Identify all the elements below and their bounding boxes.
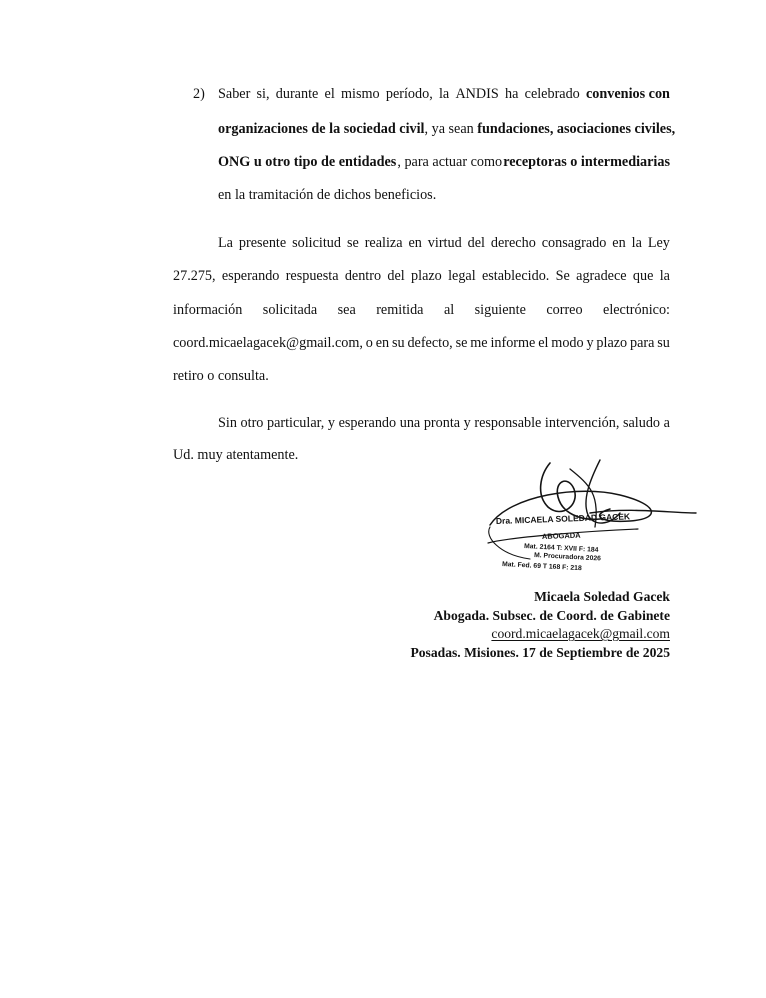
- word: establecido.: [481, 268, 550, 284]
- word: y: [463, 415, 471, 431]
- word: dentro: [344, 268, 382, 284]
- word: sea: [337, 302, 356, 318]
- word: modo: [551, 335, 584, 351]
- word: plazo: [596, 335, 628, 351]
- paragraph2-line2: [173, 267, 670, 285]
- word: legal: [448, 268, 476, 284]
- word: electrónico:: [603, 302, 670, 318]
- word: se: [455, 335, 468, 351]
- word: en: [375, 335, 390, 351]
- word: su: [657, 335, 670, 351]
- word: coord.micaelagacek@gmail.com,: [173, 335, 363, 351]
- word: a: [663, 415, 670, 431]
- signer-name: Micaela Soledad Gacek: [534, 589, 670, 604]
- word: mismo: [341, 86, 380, 102]
- word: la: [438, 86, 450, 102]
- word: defecto,: [407, 335, 453, 351]
- word: del: [467, 235, 485, 251]
- word: correo: [546, 302, 583, 318]
- word: La: [218, 235, 233, 251]
- stamp-line1: Mat. 2164 T: XVII F: 184: [523, 543, 599, 554]
- word: al: [443, 302, 455, 318]
- word: responsable: [474, 415, 542, 431]
- word: Ley: [647, 235, 670, 251]
- word: el: [538, 335, 549, 351]
- word: siguiente: [474, 302, 526, 318]
- word: saludo: [622, 415, 661, 431]
- word: virtud: [427, 235, 462, 251]
- word: la: [659, 268, 670, 284]
- word: me: [470, 335, 488, 351]
- paragraph2-line4: [173, 334, 670, 352]
- word: ha: [505, 86, 519, 102]
- word: pronta: [423, 415, 461, 431]
- stamp-title: ABOGADA: [541, 530, 581, 541]
- word: Saber: [218, 86, 251, 102]
- signature-block: [410, 588, 670, 662]
- word: informe: [490, 335, 536, 351]
- word: derecho: [490, 235, 536, 251]
- word: otro: [240, 415, 264, 431]
- paragraph2-line3: [173, 301, 670, 319]
- word: si,: [256, 86, 270, 102]
- word: Se: [555, 268, 570, 284]
- word: remitida: [376, 302, 424, 318]
- word: que: [632, 268, 654, 284]
- list-item-number: 2): [193, 86, 205, 102]
- word: Sin: [218, 415, 237, 431]
- word: 27.275,: [173, 268, 216, 284]
- word: o: [365, 335, 373, 351]
- paragraph3-line1: [218, 414, 670, 432]
- word: esperando: [221, 268, 280, 284]
- word: y: [586, 335, 594, 351]
- word: consagrado: [541, 235, 607, 251]
- stamp-line2: M. Procuradora 2026: [533, 552, 602, 563]
- handwritten-signature: [470, 455, 700, 580]
- word: período,: [385, 86, 433, 102]
- word: respuesta: [285, 268, 339, 284]
- text: , ya sean: [424, 121, 478, 137]
- word: información: [173, 302, 243, 318]
- word: del: [387, 268, 405, 284]
- word: celebrado: [524, 86, 580, 102]
- word: la: [631, 235, 642, 251]
- paragraph2-line1: [218, 234, 670, 252]
- item2-line1: [218, 85, 670, 103]
- word: solicitud: [292, 235, 341, 251]
- word: agradece: [576, 268, 627, 284]
- word: el: [324, 86, 335, 102]
- word: solicitada: [262, 302, 318, 318]
- word: esperando: [338, 415, 397, 431]
- word: se: [346, 235, 359, 251]
- word: realiza: [364, 235, 403, 251]
- text: , para actuar como: [397, 154, 503, 170]
- word: particular,: [266, 415, 325, 431]
- word: durante: [275, 86, 319, 102]
- word: ANDIS: [455, 86, 499, 102]
- item2-line3: [218, 153, 670, 171]
- word: una: [399, 415, 421, 431]
- word: presente: [238, 235, 287, 251]
- signer-role: Abogada. Subsec. de Coord. de Gabinete: [433, 607, 670, 623]
- word: para: [629, 335, 655, 351]
- word: su: [391, 335, 405, 351]
- bold-phrase: convenios con: [586, 86, 670, 102]
- word: en: [612, 235, 626, 251]
- item2-line4: en la tramitación de dichos beneficios.: [218, 187, 437, 203]
- bold-phrase: fundaciones, asociaciones civiles,: [477, 121, 676, 137]
- bold-phrase: organizaciones de la sociedad civil: [218, 121, 425, 137]
- word: y: [327, 415, 336, 431]
- bold-phrase: receptoras o intermediarias: [503, 154, 670, 170]
- stamp-line3: Mat. Fed. 69 T 168 F: 218: [501, 561, 582, 573]
- word: intervención,: [544, 415, 620, 431]
- word: en: [408, 235, 422, 251]
- place-date: Posadas. Misiones. 17 de Septiembre de 2025: [410, 644, 670, 660]
- word: plazo: [411, 268, 442, 284]
- paragraph2-line5: retiro o consulta.: [173, 368, 269, 384]
- signer-email: coord.micaelagacek@gmail.com: [491, 626, 670, 641]
- paragraph3-line2: Ud. muy atentamente.: [173, 447, 299, 463]
- bold-phrase: ONG u otro tipo de entidades: [218, 154, 397, 170]
- stamp-name: Dra. MICAELA SOLEDAD GACEK: [495, 511, 631, 526]
- item2-line2: [218, 120, 675, 138]
